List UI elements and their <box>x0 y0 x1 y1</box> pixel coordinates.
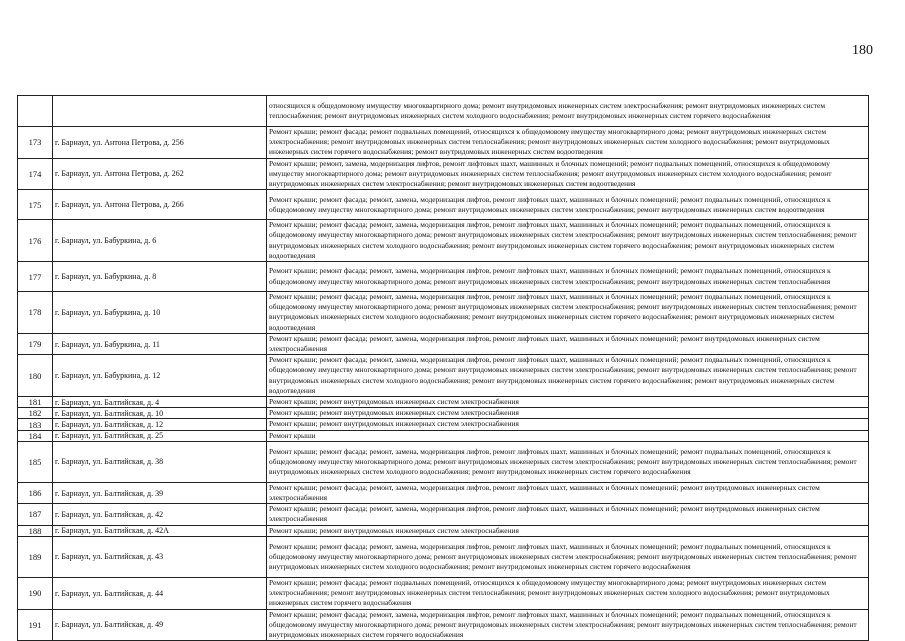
table-row <box>18 397 869 408</box>
row-number: 180 <box>18 355 53 397</box>
row-number: 174 <box>18 158 53 190</box>
row-work-list: Ремонт крыши; ремонт фасада; ремонт, замена, модернизация лифтов, ремонт лифтовых шахт, машинных и блочных помещений; ремонт подвальных помещений, относящихся к общедомовому имуществу многоквартирного дома; ремонт внутридомовых инженерных систем электроснабжения; ремонт внутридомовых инженерных систем теплоснабжения; ремонт внутридомовых инженерных систем холодного водоснабжения; ремонт внутридомовых инженерных систем горячего водоснабжения <box>267 441 869 482</box>
row-number: 187 <box>18 504 53 525</box>
row-address: г. Барнаул, ул. Бабуркина, д. 11 <box>53 333 267 354</box>
row-work-list: Ремонт крыши; ремонт фасада; ремонт, замена, модернизация лифтов, ремонт лифтовых шахт, машинных и блочных помещений; ремонт подвальных помещений, относящихся к общедомовому имуществу многоквартирного дома; ремонт внутридомовых инженерных систем электроснабжения; ремонт внутридомовых инженерных систем теплоснабжения; ремонт внутридомовых инженерных систем холодного водоснабжения; ремонт внутридомовых инженерных систем горячего водоснабжения; ремонт внутридомовых инженерных систем водоотведения <box>267 292 869 334</box>
row-work-list: Ремонт крыши; ремонт фасада; ремонт, замена, модернизация лифтов, ремонт лифтовых шахт, машинных и блочных помещений; ремонт внутридомовых инженерных систем электроснабжения <box>267 504 869 525</box>
row-work-list: Ремонт крыши; ремонт фасада; ремонт, замена, модернизация лифтов, ремонт лифтовых шахт, машинных и блочных помещений; ремонт подвальных помещений, относящихся к общедомовому имуществу многоквартирного дома; ремонт внутридомовых инженерных систем электроснабжения; ремонт внутридомовых инженерных систем теплоснабжения; ремонт внутридомовых инженерных систем холодного водоснабжения; ремонт внутридомовых инженерных систем горячего водоснабжения; ремонт внутридомовых инженерных систем водоотведения <box>267 355 869 397</box>
row-number: 179 <box>18 333 53 354</box>
table-row <box>18 355 869 397</box>
table-row <box>18 577 869 609</box>
row-number: 177 <box>18 262 53 292</box>
row-address: г. Барнаул, ул. Балтийская, д. 43 <box>53 536 267 577</box>
row-work-list: Ремонт крыши <box>267 430 869 441</box>
row-number: 189 <box>18 536 53 577</box>
row-address: г. Барнаул, ул. Балтийская, д. 49 <box>53 609 267 641</box>
row-work-list: Ремонт крыши; ремонт фасада; ремонт, замена, модернизация лифтов, ремонт лифтовых шахт, машинных и блочных помещений; ремонт внутридомовых инженерных систем электроснабжения <box>267 333 869 354</box>
row-work-list: Ремонт крыши; ремонт фасада; ремонт подвальных помещений, относящихся к общедомовому имуществу многоквартирного дома; ремонт внутридомовых инженерных систем электроснабжения; ремонт внутридомовых инженерных систем теплоснабжения; ремонт внутридомовых инженерных систем холодного водоснабжения; ремонт внутридомовых инженерных систем горячего водоснабжения <box>267 577 869 609</box>
row-address: г. Барнаул, ул. Бабуркина, д. 8 <box>53 262 267 292</box>
table-row <box>18 408 869 419</box>
table-row <box>18 292 869 334</box>
table-row <box>18 430 869 441</box>
row-work-list: Ремонт крыши; ремонт внутридомовых инженерных систем электроснабжения <box>267 419 869 430</box>
row-work-list: Ремонт крыши; ремонт фасада; ремонт, замена, модернизация лифтов, ремонт лифтовых шахт, машинных и блочных помещений; ремонт подвальных помещений, относящихся к общедомовому имуществу многоквартирного дома; ремонт внутридомовых инженерных систем электроснабжения; ремонт внутридомовых инженерных систем теплоснабжения <box>267 262 869 292</box>
row-number: 186 <box>18 482 53 503</box>
table-row <box>18 96 869 127</box>
row-address <box>53 96 267 127</box>
row-work-list: относящихся к общедомовому имуществу многоквартирного дома; ремонт внутридомовых инженерных систем электроснабжения; ремонт внутридомовых инженерных систем теплоснабжения; ремонт внутридомовых инженерных систем холодного водоснабжения; ремонт внутридомовых инженерных систем горячего водоснабжения <box>267 96 869 127</box>
row-number: 191 <box>18 609 53 641</box>
table-row <box>18 158 869 190</box>
row-address: г. Барнаул, ул. Балтийская, д. 12 <box>53 419 267 430</box>
table-row <box>18 190 869 220</box>
row-address: г. Барнаул, ул. Бабуркина, д. 10 <box>53 292 267 334</box>
row-number: 173 <box>18 127 53 159</box>
row-address: г. Барнаул, ул. Балтийская, д. 44 <box>53 577 267 609</box>
row-address: г. Барнаул, ул. Бабуркина, д. 6 <box>53 220 267 262</box>
row-address: г. Барнаул, ул. Балтийская, д. 25 <box>53 430 267 441</box>
row-number: 188 <box>18 525 53 536</box>
row-number: 185 <box>18 441 53 482</box>
row-number <box>18 96 53 127</box>
table-row <box>18 441 869 482</box>
table-row <box>18 536 869 577</box>
table-row <box>18 262 869 292</box>
row-work-list: Ремонт крыши; ремонт фасада; ремонт, замена, модернизация лифтов, ремонт лифтовых шахт, машинных и блочных помещений; ремонт внутридомовых инженерных систем электроснабжения <box>267 482 869 503</box>
row-address: г. Барнаул, ул. Балтийская, д. 42А <box>53 525 267 536</box>
row-address: г. Барнаул, ул. Балтийская, д. 38 <box>53 441 267 482</box>
row-number: 182 <box>18 408 53 419</box>
row-address: г. Барнаул, ул. Антона Петрова, д. 262 <box>53 158 267 190</box>
repair-registry-table <box>17 95 869 641</box>
row-work-list: Ремонт крыши; ремонт внутридомовых инженерных систем электроснабжения <box>267 397 869 408</box>
row-address: г. Барнаул, ул. Балтийская, д. 4 <box>53 397 267 408</box>
table-row <box>18 504 869 525</box>
page-number: 180 <box>852 43 873 58</box>
row-number: 183 <box>18 419 53 430</box>
row-address: г. Барнаул, ул. Балтийская, д. 39 <box>53 482 267 503</box>
table-row <box>18 525 869 536</box>
row-number: 190 <box>18 577 53 609</box>
row-work-list: Ремонт крыши; ремонт фасада; ремонт, замена, модернизация лифтов, ремонт лифтовых шахт, машинных и блочных помещений; ремонт подвальных помещений, относящихся к общедомовому имуществу многоквартирного дома; ремонт внутридомовых инженерных систем электроснабжения; ремонт внутридомовых инженерных систем теплоснабжения; ремонт внутридомовых инженерных систем горячего водоснабжения <box>267 609 869 641</box>
table-row <box>18 127 869 159</box>
row-work-list: Ремонт крыши; ремонт внутридомовых инженерных систем электроснабжения <box>267 525 869 536</box>
row-address: г. Барнаул, ул. Антона Петрова, д. 266 <box>53 190 267 220</box>
row-work-list: Ремонт крыши; ремонт внутридомовых инженерных систем электроснабжения <box>267 408 869 419</box>
table-row <box>18 419 869 430</box>
row-number: 178 <box>18 292 53 334</box>
row-address: г. Барнаул, ул. Балтийская, д. 10 <box>53 408 267 419</box>
row-number: 176 <box>18 220 53 262</box>
row-work-list: Ремонт крыши; ремонт фасада; ремонт подвальных помещений, относящихся к общедомовому имуществу многоквартирного дома; ремонт внутридомовых инженерных систем электроснабжения; ремонт внутридомовых инженерных систем теплоснабжения; ремонт внутридомовых инженерных систем холодного водоснабжения; ремонт внутридомовых инженерных систем горячего водоснабжения; ремонт внутридомовых инженерных систем водоотведения <box>267 127 869 159</box>
row-work-list: Ремонт крыши; ремонт фасада; ремонт, замена, модернизация лифтов, ремонт лифтовых шахт, машинных и блочных помещений; ремонт подвальных помещений, относящихся к общедомовому имуществу многоквартирного дома; ремонт внутридомовых инженерных систем электроснабжения; ремонт внутридомовых инженерных систем теплоснабжения; ремонт внутридомовых инженерных систем холодного водоснабжения; ремонт внутридомовых инженерных систем горячего водоснабжения <box>267 536 869 577</box>
table-row <box>18 609 869 641</box>
table-row <box>18 220 869 262</box>
row-number: 175 <box>18 190 53 220</box>
row-address: г. Барнаул, ул. Антона Петрова, д. 256 <box>53 127 267 159</box>
row-number: 181 <box>18 397 53 408</box>
row-work-list: Ремонт крыши; ремонт фасада; ремонт, замена, модернизация лифтов, ремонт лифтовых шахт, машинных и блочных помещений; ремонт подвальных помещений, относящихся к общедомовому имуществу многоквартирного дома; ремонт внутридомовых инженерных систем электроснабжения; ремонт внутридомовых инженерных систем водоотведения <box>267 190 869 220</box>
table-row <box>18 482 869 503</box>
row-number: 184 <box>18 430 53 441</box>
row-work-list: Ремонт крыши; ремонт, замена, модернизация лифтов, ремонт лифтовых шахт, машинных и блочных помещений; ремонт подвальных помещений, относящихся к общедомовому имуществу многоквартирного дома; ремонт внутридомовых инженерных систем теплоснабжения; ремонт внутридомовых инженерных систем холодного водоснабжения; ремонт внутридомовых инженерных систем электроснабжения; ремонт внутридомовых инженерных систем водоотведения <box>267 158 869 190</box>
row-work-list: Ремонт крыши; ремонт фасада; ремонт, замена, модернизация лифтов, ремонт лифтовых шахт, машинных и блочных помещений; ремонт подвальных помещений, относящихся к общедомовому имуществу многоквартирного дома; ремонт внутридомовых инженерных систем электроснабжения; ремонт внутридомовых инженерных систем теплоснабжения; ремонт внутридомовых инженерных систем холодного водоснабжения; ремонт внутридомовых инженерных систем горячего водоснабжения; ремонт внутридомовых инженерных систем водоотведения <box>267 220 869 262</box>
row-address: г. Барнаул, ул. Балтийская, д. 42 <box>53 504 267 525</box>
table-row <box>18 333 869 354</box>
row-address: г. Барнаул, ул. Бабуркина, д. 12 <box>53 355 267 397</box>
